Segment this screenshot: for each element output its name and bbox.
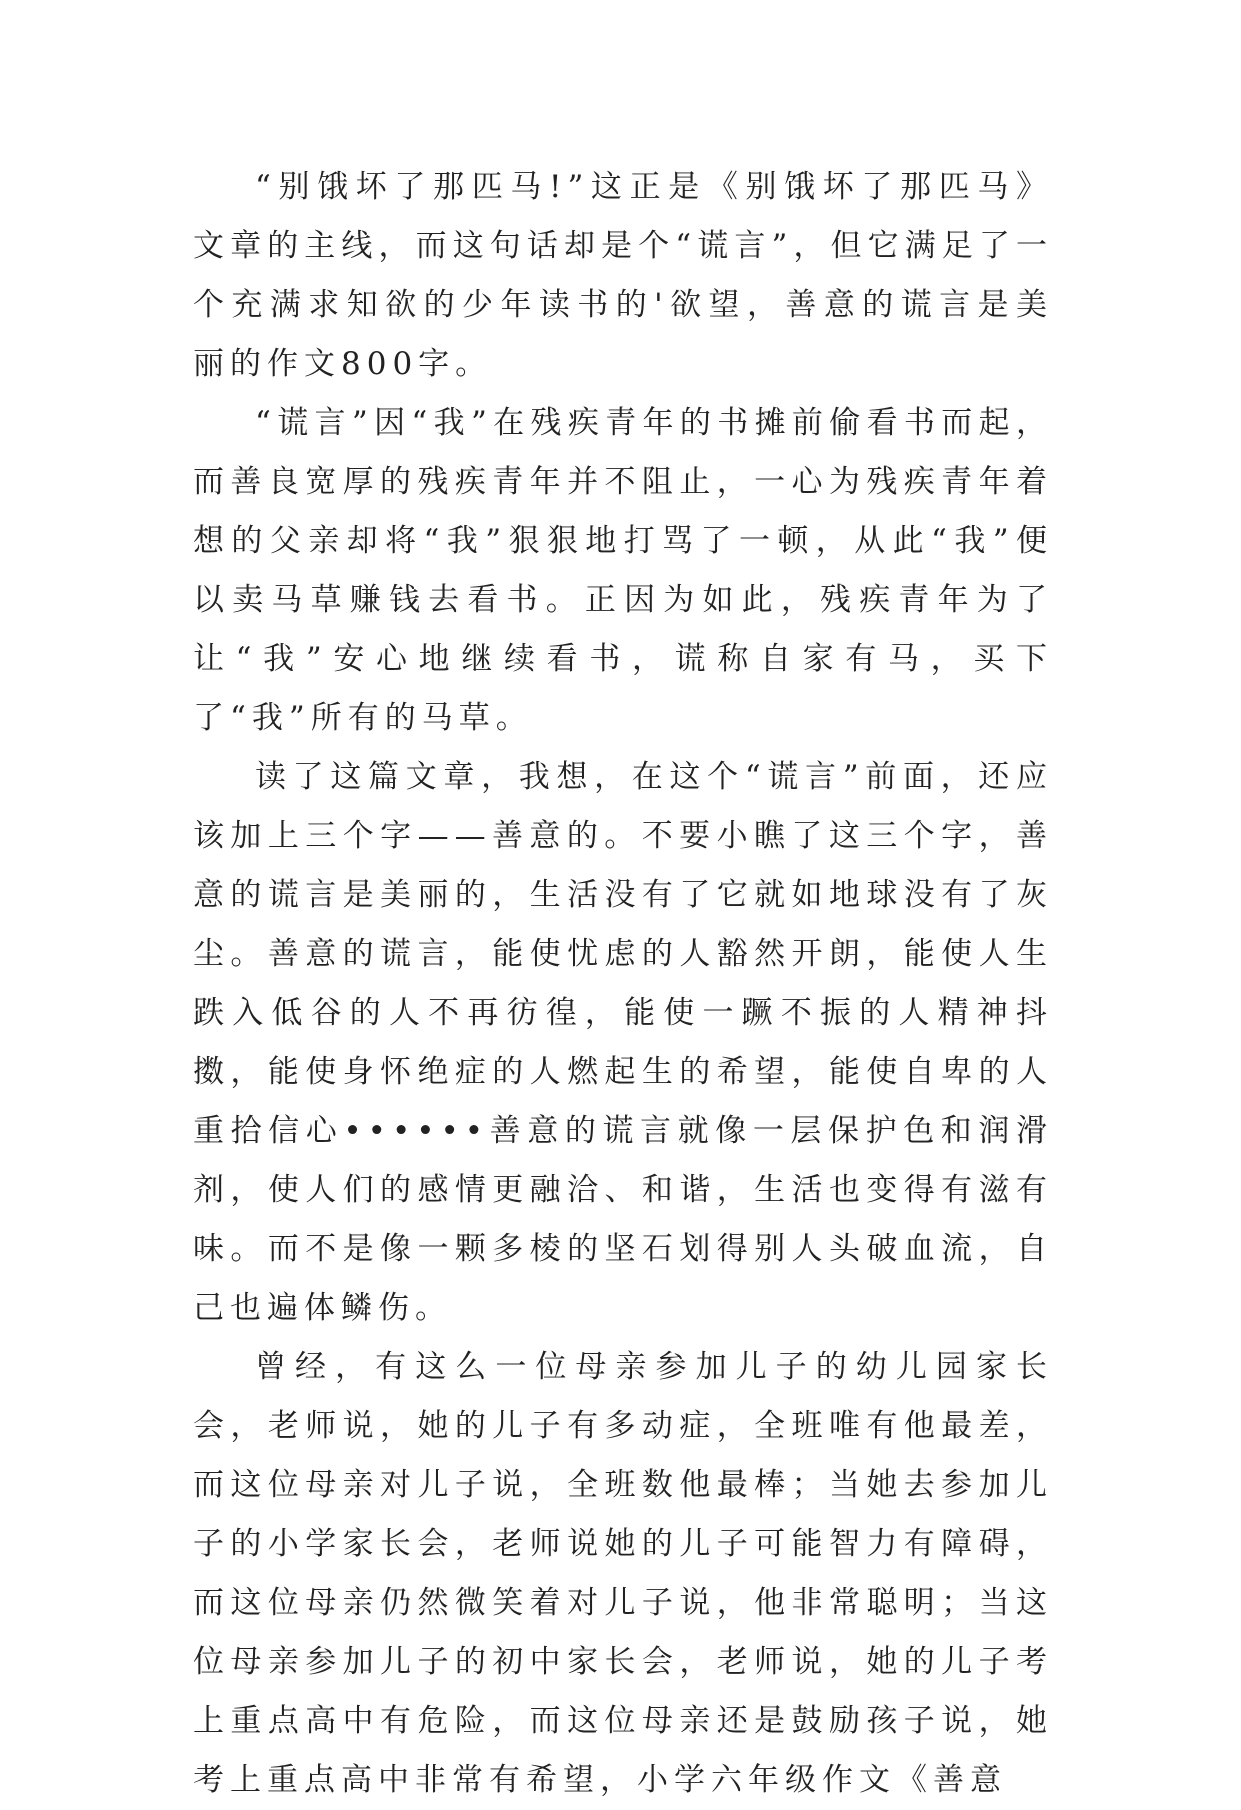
paragraph-2: “谎言”因“我”在残疾青年的书摊前偷看书而起，而善良宽厚的残疾青年并不阻止，一心为残疾青年着想的父亲却将“我”狠狠地打骂了一顿，从此“我”便以卖马草赚钱去看书。正因为如此，残疾青年为了让“我”安心地继续看书，谎称自家有马，买下了“我”所有的马草。 — [193, 405, 1053, 736]
paragraph-1: “别饿坏了那匹马!”这正是《别饿坏了那匹马》文章的主线，而这句话却是个“谎言”，但它满足了一个充满求知欲的少年读书的'欲望，善意的谎言是美丽的作文800字。 — [193, 169, 1053, 382]
paragraph-4: 曾经，有这么一位母亲参加儿子的幼儿园家长会，老师说，她的儿子有多动症，全班唯有他最差，而这位母亲对儿子说，全班数他最棒；当她去参加儿子的小学家长会，老师说她的儿子可能智力有障碍，而这位母亲仍然微笑着对儿子说，他非常聪明；当这位母亲参加儿子的初中家长会，老师说，她的儿子考上重点高中有危险，而这位母亲还是鼓励孩子说，她考上重点高中非常有希望，小学六年级作文《善意 — [193, 1349, 1053, 1798]
paragraph-3: 读了这篇文章，我想，在这个“谎言”前面，还应该加上三个字——善意的。不要小瞧了这三个字，善意的谎言是美丽的，生活没有了它就如地球没有了灰尘。善意的谎言，能使忧虑的人豁然开朗，能使人生跌入低谷的人不再彷徨，能使一蹶不振的人精神抖擞，能使身怀绝症的人燃起生的希望，能使自卑的人重拾信心••••••善意的谎言就像一层保护色和润滑剂，使人们的感情更融洽、和谐，生活也变得有滋有味。而不是像一颗多棱的坚石划得别人头破血流，自己也遍体鳞伤。 — [193, 759, 1053, 1326]
body-text — [193, 158, 1053, 1810]
